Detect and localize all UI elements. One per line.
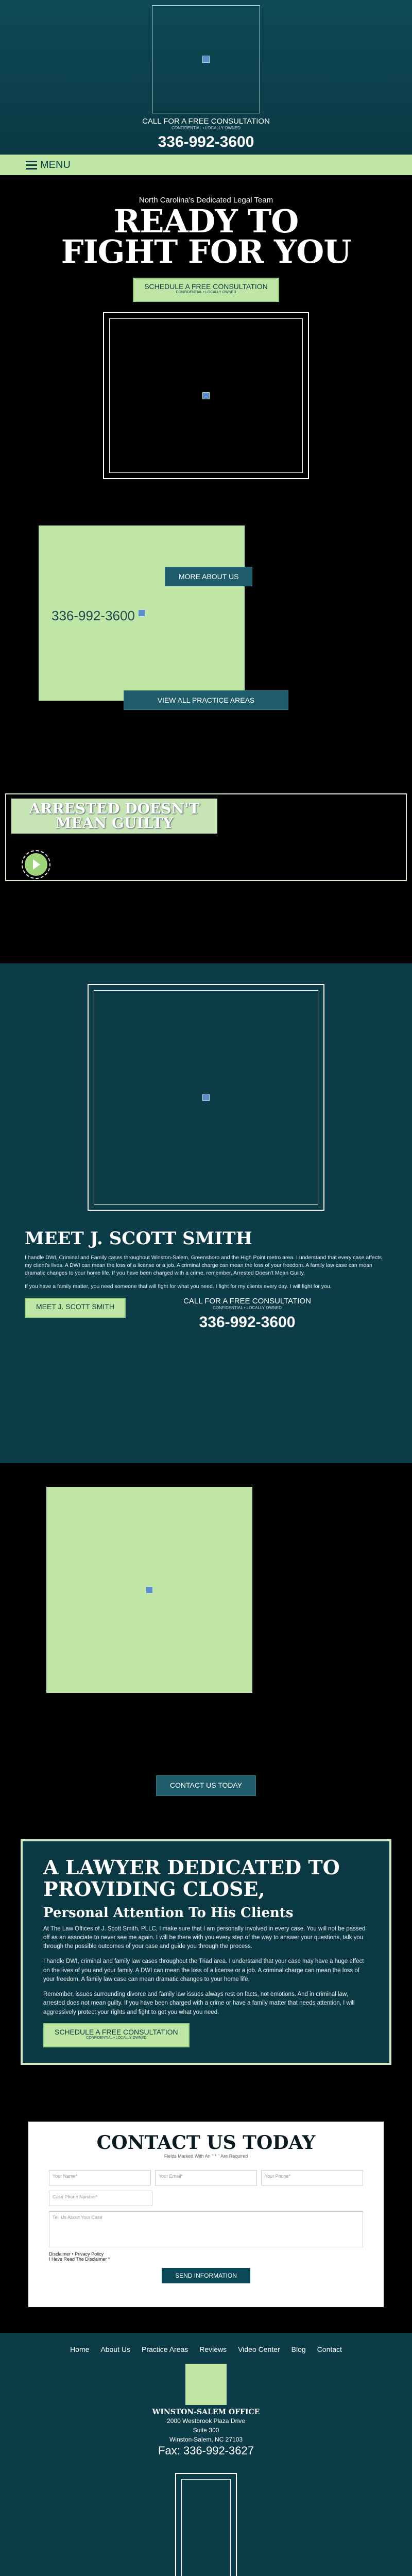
about-paragraph-1: I handle DWI, Criminal and Family cases throughout Winston-Salem, Greensboro and the High Point metro area. I understand that every case affects my client's lives. A DWI can mean the loss of a license or a job. A criminal charge can mean the loss of your freedom. A family law case can mean dramatic changes to your home life. If you have been charged with a crime, remember, Arrested Doesn't Mean Guilty. xyxy=(25,1255,382,1277)
testimonial-section xyxy=(0,783,412,907)
header-phone-link[interactable]: 336-992-3600 xyxy=(158,133,254,151)
disclaimer-links[interactable]: Disclaimer • Privacy Policy xyxy=(49,2251,104,2257)
map-frame xyxy=(175,2473,237,2576)
footer-nav xyxy=(70,2345,342,2353)
testimonial-title: ARRESTED DOESN'T MEAN GUILTY xyxy=(11,799,217,834)
ws-office-title: WINSTON-SALEM OFFICE xyxy=(152,2408,260,2416)
logo-image-icon xyxy=(202,56,210,63)
ws-office-image xyxy=(185,2364,227,2405)
footer-nav-contact[interactable]: Contact xyxy=(317,2345,342,2353)
practice-image-icon xyxy=(138,609,145,617)
hero-headline: READY TO FIGHT FOR YOU xyxy=(61,202,351,270)
phone-input[interactable]: Your Phone* xyxy=(261,2170,363,2185)
site-logo[interactable] xyxy=(152,5,260,113)
testimonial-card xyxy=(5,793,407,881)
about-paragraph-2: If you have a family matter, you need someone that will fight for what you need. I fight for my clients every day. I will fight for you. xyxy=(25,1283,332,1290)
form-required-note: Fields Marked With An " * " Are Required xyxy=(164,2153,248,2159)
hamburger-icon xyxy=(26,159,37,172)
menu-button[interactable] xyxy=(0,155,412,175)
secondary-image-icon xyxy=(146,1586,153,1594)
site-header xyxy=(0,0,412,155)
about-title: MEET J. SCOTT SMITH xyxy=(25,1228,252,1249)
contact-form-section xyxy=(0,2086,412,2333)
message-textarea[interactable]: Tell Us About Your Case xyxy=(49,2211,363,2247)
menu-label: MENU xyxy=(40,159,71,171)
lawyer-card xyxy=(21,1839,391,2065)
ws-office-address: 2000 Westbrook Plaza Drive Suite 300 Winston-Salem, NC 27103 xyxy=(167,2417,245,2443)
play-icon xyxy=(25,853,47,876)
footer-nav-about[interactable]: About Us xyxy=(100,2345,131,2353)
header-call-label: CALL FOR A FREE CONSULTATION CONFIDENTIAL • LOCALLY OWNED xyxy=(142,117,270,130)
footer-nav-practice[interactable]: Practice Areas xyxy=(142,2345,188,2353)
lawyer-cta-button[interactable]: SCHEDULE A FREE CONSULTATION CONFIDENTIAL • LOCALLY OWNED xyxy=(43,2023,190,2047)
footer-nav-blog[interactable]: Blog xyxy=(291,2345,306,2353)
hero-eyebrow: North Carolina's Dedicated Legal Team xyxy=(139,196,273,205)
about-section xyxy=(0,963,412,1463)
attorney-photo-frame xyxy=(88,984,324,1211)
ghost-phone-number: 336-992-3600 xyxy=(52,608,135,623)
attorney-photo-icon xyxy=(202,1094,210,1101)
hero-image-frame xyxy=(103,312,309,479)
form-title: CONTACT US TODAY xyxy=(96,2131,316,2154)
footer-nav-home[interactable]: Home xyxy=(70,2345,90,2353)
contact-form xyxy=(28,2122,384,2307)
footer-nav-video[interactable]: Video Center xyxy=(238,2345,280,2353)
send-information-button[interactable]: SEND INFORMATION xyxy=(162,2268,250,2283)
hero-image-icon xyxy=(202,392,210,399)
contact-us-today-button[interactable]: CONTACT US TODAY xyxy=(156,1775,256,1796)
site-footer xyxy=(0,2333,412,2576)
video-play-button[interactable] xyxy=(22,850,50,879)
meet-attorney-button[interactable]: MEET J. SCOTT SMITH xyxy=(25,1298,126,1318)
view-all-practice-areas-button[interactable]: VIEW ALL PRACTICE AREAS xyxy=(124,690,288,710)
lawyer-title: A LAWYER DEDICATED TO PROVIDING CLOSE, xyxy=(43,1856,340,1901)
lawyer-paragraph-3: Remember, issues surrounding divorce and family law issues always rest on facts, not emotions. And in criminal law, arrested does not mean guilty. If you have been charged with a crime or have a family matter that needs attention, I will aggressively protect your rights and fight to get you what you need. xyxy=(43,1991,355,2015)
disclaimer-checkbox[interactable]: I Have Read The Disclaimer * xyxy=(49,2256,110,2262)
about-call-label: CALL FOR A FREE CONSULTATION CONFIDENTIAL • LOCALLY OWNED xyxy=(183,1297,311,1310)
more-about-us-button[interactable]: MORE ABOUT US xyxy=(165,567,252,586)
email-input[interactable]: Your Email* xyxy=(155,2170,257,2185)
lawyer-paragraph-2: I handle DWI, criminal and family law cases throughout the Triad area. I understand that your case may have a huge effect on the lives of you and your family. A DWI can mean the loss of a license or a job. A criminal charge can mean the loss of your freedom. A family law case can mean dramatic changes to your home life. xyxy=(43,1958,364,1982)
footer-nav-reviews[interactable]: Reviews xyxy=(199,2345,227,2353)
lawyer-subtitle: Personal Attention To His Clients xyxy=(43,1905,294,1921)
lawyer-card-wrap xyxy=(0,1839,412,2086)
secondary-image-tile xyxy=(46,1487,252,1693)
case-phone-input[interactable]: Case Phone Number* xyxy=(49,2191,152,2206)
lawyer-paragraph-1: At The Law Offices of J. Scott Smith, PLLC, I make sure that I am personally involved in every case. You will not be passed off as an associate to never see me again. I will be there with you every step of the way to answer your questions, talk you through the possible outcomes of your case and guide you through the process. xyxy=(43,1925,366,1950)
name-input[interactable]: Your Name* xyxy=(49,2170,151,2185)
about-phone-link[interactable]: 336-992-3600 xyxy=(199,1313,296,1331)
ws-office-fax: Fax: 336-992-3627 xyxy=(158,2444,254,2457)
hero-cta-button[interactable]: SCHEDULE A FREE CONSULTATION CONFIDENTIAL • LOCALLY OWNED xyxy=(133,278,279,302)
